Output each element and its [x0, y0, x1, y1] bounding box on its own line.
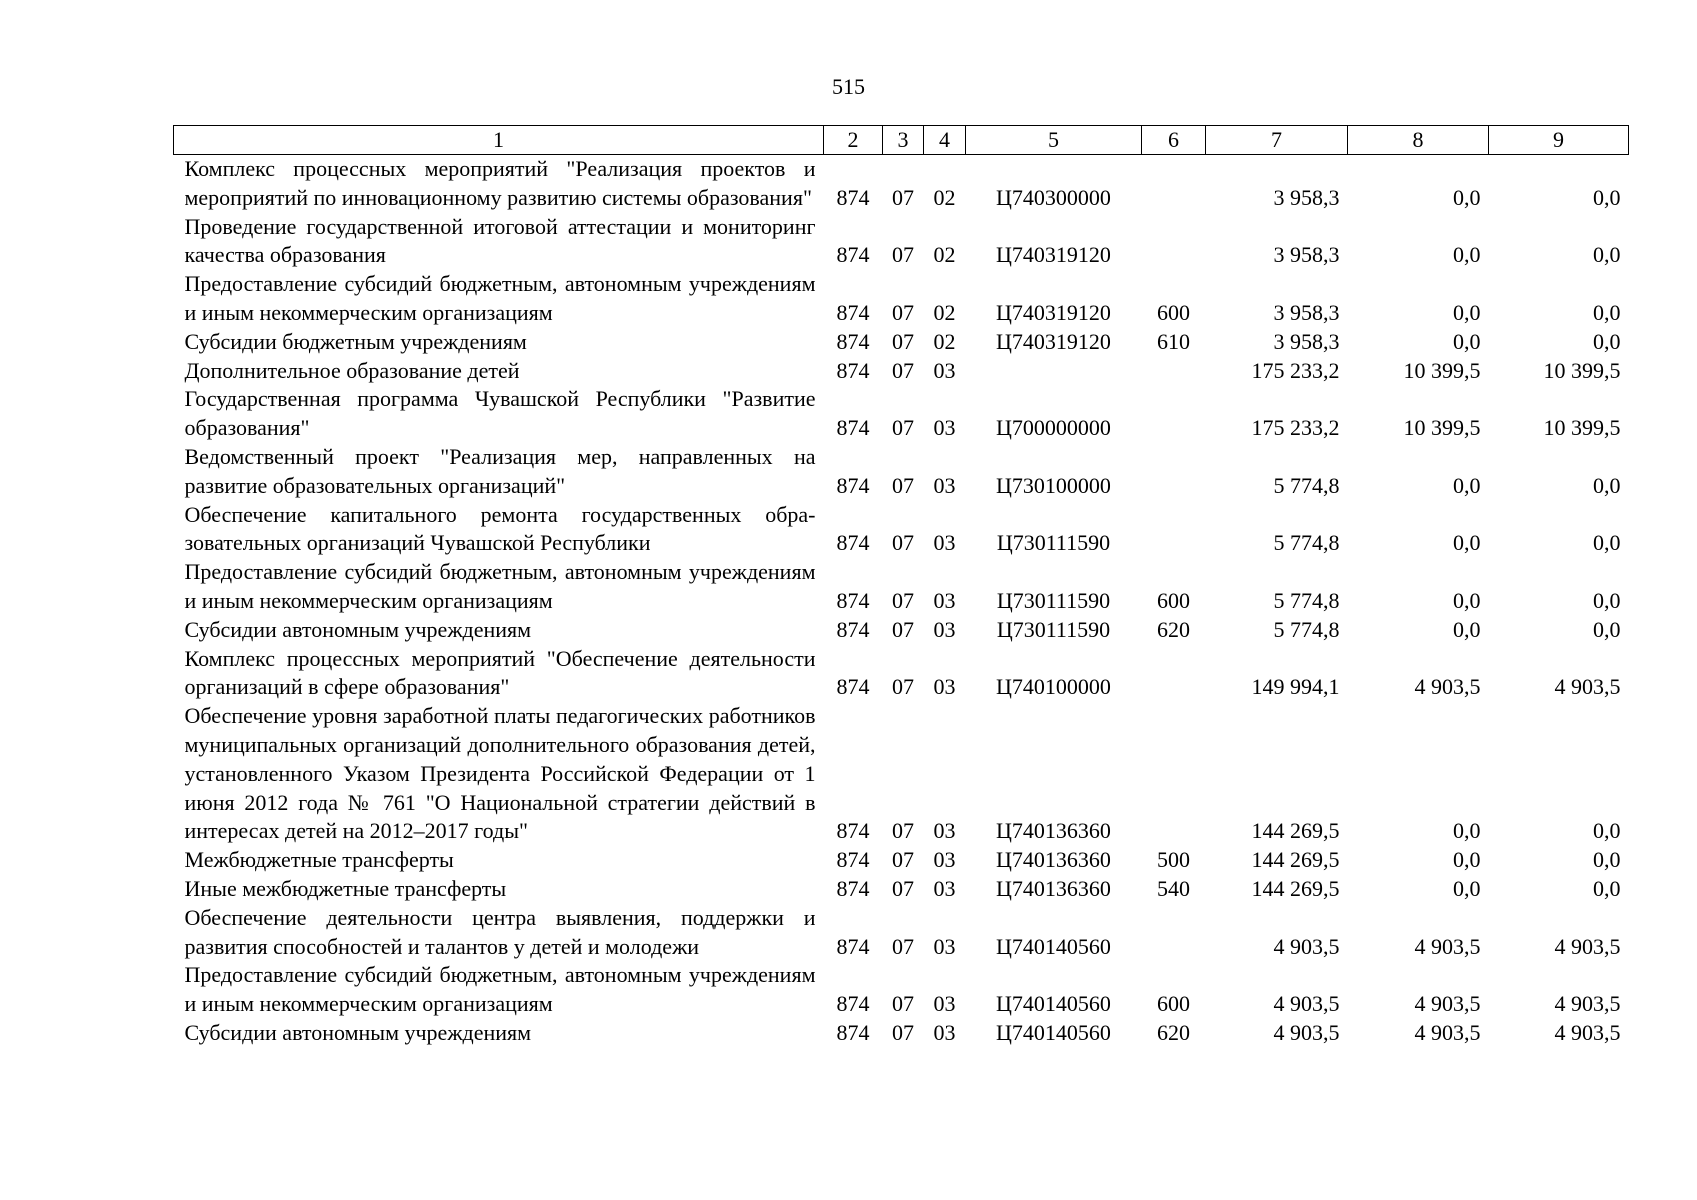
table-header — [174, 126, 1629, 155]
row-pr-code: 03 — [933, 616, 956, 642]
row-amount-8: 10 399,5 — [1403, 415, 1481, 441]
row-name: Ведомственный проект "Реализация мер, направленных на развитие образовательных организаций" — [184, 443, 816, 498]
row-rz-code: 07 — [892, 875, 914, 901]
row-amount-9: 0,0 — [1593, 616, 1621, 642]
row-amount-9: 10 399,5 — [1543, 357, 1621, 383]
row-csr-code: Ц740140560 — [996, 933, 1111, 959]
row-pr-code: 03 — [933, 587, 956, 613]
row-rz-code: 07 — [892, 184, 914, 210]
row-gr-code: 874 — [836, 616, 870, 642]
row-amount-9: 0,0 — [1593, 184, 1621, 210]
row-vr-code: 620 — [1157, 1019, 1190, 1045]
row-amount-7: 4 903,5 — [1273, 991, 1340, 1017]
row-amount-8: 0,0 — [1453, 299, 1481, 325]
row-amount-7: 3 958,3 — [1273, 242, 1340, 268]
row-amount-7: 4 903,5 — [1273, 933, 1340, 959]
row-vr-code — [1142, 501, 1206, 559]
row-pr-code: 03 — [933, 415, 956, 441]
row-rz-code: 07 — [892, 616, 914, 642]
row-amount-9: 0,0 — [1593, 818, 1621, 844]
row-csr-code: Ц740319120 — [996, 242, 1111, 268]
row-gr-code: 874 — [836, 328, 870, 354]
row-rz-code: 07 — [892, 472, 914, 498]
row-pr-code: 02 — [933, 299, 956, 325]
row-vr-code: 610 — [1157, 328, 1190, 354]
row-amount-9: 0,0 — [1593, 242, 1621, 268]
row-pr-code: 03 — [933, 674, 956, 700]
row-pr-code: 03 — [933, 818, 956, 844]
row-name: Межбюджетные трансферты — [184, 847, 454, 873]
row-vr-code — [1142, 645, 1206, 703]
row-gr-code: 874 — [836, 991, 870, 1017]
row-amount-8: 0,0 — [1453, 818, 1481, 844]
header-col-8: 8 — [1348, 126, 1489, 155]
row-pr-code: 03 — [933, 1019, 956, 1045]
header-col-6: 6 — [1142, 126, 1206, 155]
row-name: Предоставление субсидий бюджетным, автономным учреждениям и иным некоммерческим организациям — [184, 962, 816, 1017]
row-csr-code: Ц740300000 — [996, 184, 1111, 210]
row-name: Комплекс процессных мероприятий "Реализация проектов и мероприятий по инновационному развитию системы образования" — [184, 156, 816, 210]
row-gr-code: 874 — [836, 587, 870, 613]
row-rz-code: 07 — [892, 357, 914, 383]
row-name: Субсидии бюджетным учреждениям — [184, 328, 527, 354]
row-gr-code: 874 — [836, 847, 870, 873]
row-pr-code: 02 — [933, 184, 956, 210]
row-amount-9: 0,0 — [1593, 328, 1621, 354]
row-amount-9: 4 903,5 — [1554, 674, 1621, 700]
row-gr-code: 874 — [836, 472, 870, 498]
row-vr-code — [1142, 357, 1206, 386]
row-gr-code: 874 — [836, 818, 870, 844]
row-amount-8: 0,0 — [1453, 328, 1481, 354]
row-name: Субсидии автономным учреждениям — [184, 616, 532, 642]
row-csr-code: Ц740140560 — [996, 1019, 1111, 1045]
row-csr-code: Ц730111590 — [996, 587, 1111, 613]
row-amount-7: 3 958,3 — [1273, 328, 1340, 354]
header-col-3: 3 — [883, 126, 924, 155]
row-name: Комплекс процессных мероприятий "Обеспечение деятельности организаций в сфере образования" — [184, 645, 816, 700]
table-row — [174, 645, 1629, 703]
row-pr-code: 03 — [933, 472, 956, 498]
row-gr-code: 874 — [836, 415, 870, 441]
row-gr-code: 874 — [836, 530, 870, 556]
row-csr-code: Ц730111590 — [996, 616, 1111, 642]
table-row — [174, 385, 1629, 443]
table-row — [174, 904, 1629, 962]
page-number: 515 — [832, 74, 865, 99]
row-amount-7: 4 903,5 — [1273, 1019, 1340, 1045]
row-gr-code: 874 — [836, 242, 870, 268]
row-amount-7: 3 958,3 — [1273, 184, 1340, 210]
row-amount-8: 0,0 — [1453, 472, 1481, 498]
row-amount-7: 3 958,3 — [1273, 299, 1340, 325]
row-amount-7: 144 269,5 — [1251, 875, 1340, 901]
row-amount-9: 0,0 — [1593, 847, 1621, 873]
row-amount-8: 0,0 — [1453, 587, 1481, 613]
row-vr-code — [1142, 385, 1206, 443]
row-amount-8: 4 903,5 — [1414, 674, 1481, 700]
row-rz-code: 07 — [892, 1019, 914, 1045]
row-gr-code: 874 — [836, 933, 870, 959]
row-vr-code: 600 — [1157, 991, 1190, 1017]
row-amount-9: 4 903,5 — [1554, 933, 1621, 959]
row-gr-code: 874 — [836, 184, 870, 210]
row-csr-code: Ц740136360 — [996, 875, 1111, 901]
table-row — [174, 443, 1629, 501]
row-gr-code: 874 — [836, 875, 870, 901]
row-amount-8: 4 903,5 — [1414, 991, 1481, 1017]
row-csr-code: Ц740140560 — [996, 991, 1111, 1017]
row-vr-code — [1142, 443, 1206, 501]
table-row — [174, 875, 1629, 904]
row-amount-8: 0,0 — [1453, 875, 1481, 901]
header-col-1: 1 — [174, 126, 824, 155]
table-body — [174, 155, 1629, 1048]
row-amount-8: 0,0 — [1453, 184, 1481, 210]
row-name: Дополнительное образование детей — [184, 357, 520, 383]
table-row — [174, 702, 1629, 846]
row-rz-code: 07 — [892, 991, 914, 1017]
row-pr-code: 02 — [933, 242, 956, 268]
row-rz-code: 07 — [892, 933, 914, 959]
header-row — [174, 126, 1629, 155]
row-amount-8: 0,0 — [1453, 242, 1481, 268]
row-amount-8: 10 399,5 — [1403, 357, 1481, 383]
row-amount-8: 4 903,5 — [1414, 933, 1481, 959]
row-csr-code: Ц740319120 — [996, 299, 1111, 325]
row-csr-code: Ц700000000 — [996, 415, 1111, 441]
row-amount-9: 0,0 — [1593, 299, 1621, 325]
header-col-9: 9 — [1489, 126, 1629, 155]
row-rz-code: 07 — [892, 587, 914, 613]
row-vr-code: 600 — [1157, 299, 1190, 325]
row-pr-code: 03 — [933, 847, 956, 873]
row-rz-code: 07 — [892, 530, 914, 556]
row-csr-code: Ц740319120 — [996, 328, 1111, 354]
row-csr-code: Ц730111590 — [996, 530, 1111, 556]
row-rz-code: 07 — [892, 818, 914, 844]
row-rz-code: 07 — [892, 847, 914, 873]
row-amount-7: 149 994,1 — [1251, 674, 1340, 700]
row-amount-9: 10 399,5 — [1543, 415, 1621, 441]
row-amount-7: 5 774,8 — [1273, 587, 1340, 613]
row-pr-code: 03 — [933, 530, 956, 556]
row-csr-code — [966, 357, 1142, 386]
row-csr-code: Ц740136360 — [996, 847, 1111, 873]
row-pr-code: 03 — [933, 875, 956, 901]
row-csr-code: Ц730100000 — [996, 472, 1111, 498]
row-amount-7: 5 774,8 — [1273, 616, 1340, 642]
table-row — [174, 1019, 1629, 1048]
row-amount-7: 144 269,5 — [1251, 847, 1340, 873]
row-vr-code — [1142, 213, 1206, 271]
table-row — [174, 357, 1629, 386]
row-name: Предоставление субсидий бюджетным, автономным учреждениям и иным некоммерческим организациям — [184, 271, 816, 325]
row-vr-code: 600 — [1157, 587, 1190, 613]
row-pr-code: 02 — [933, 328, 956, 354]
row-name: Обеспечение капитального ремонта государственных образовательных организаций Чувашской Республики — [184, 501, 816, 556]
header-col-2: 2 — [824, 126, 883, 155]
row-rz-code: 07 — [892, 415, 914, 441]
row-amount-7: 175 233,2 — [1251, 415, 1340, 441]
row-name: Предоставление субсидий бюджетным, автономным учреждениям и иным некоммерческим организациям — [184, 559, 816, 613]
row-csr-code: Ц740100000 — [996, 674, 1111, 700]
row-amount-8: 0,0 — [1453, 847, 1481, 873]
table-row — [174, 961, 1629, 1019]
table-row — [174, 616, 1629, 645]
row-amount-9: 0,0 — [1593, 530, 1621, 556]
table-row — [174, 270, 1629, 328]
row-gr-code: 874 — [836, 357, 870, 383]
table-row — [174, 846, 1629, 875]
row-vr-code: 500 — [1157, 847, 1190, 873]
row-amount-7: 5 774,8 — [1273, 530, 1340, 556]
row-name: Обеспечение деятельности центра выявления, поддержки и развития способностей и талантов у детей и молодежи — [184, 904, 816, 959]
row-name: Иные межбюджетные трансферты — [184, 875, 507, 901]
row-rz-code: 07 — [892, 674, 914, 700]
row-amount-7: 5 774,8 — [1273, 472, 1340, 498]
table-row — [174, 501, 1629, 559]
row-amount-9: 0,0 — [1593, 587, 1621, 613]
row-gr-code: 874 — [836, 1019, 870, 1045]
row-rz-code: 07 — [892, 328, 914, 354]
row-pr-code: 03 — [933, 357, 956, 383]
row-gr-code: 874 — [836, 674, 870, 700]
row-pr-code: 03 — [933, 933, 956, 959]
header-col-4: 4 — [924, 126, 966, 155]
row-amount-8: 0,0 — [1453, 616, 1481, 642]
table-row — [174, 213, 1629, 271]
row-amount-9: 4 903,5 — [1554, 1019, 1621, 1045]
table-row — [174, 155, 1629, 213]
row-amount-9: 0,0 — [1593, 875, 1621, 901]
row-amount-9: 0,0 — [1593, 472, 1621, 498]
row-vr-code: 620 — [1157, 616, 1190, 642]
row-csr-code: Ц740136360 — [996, 818, 1111, 844]
row-amount-8: 4 903,5 — [1414, 1019, 1481, 1045]
row-name: Субсидии автономным учреждениям — [184, 1019, 532, 1045]
row-name: Проведение государственной итоговой аттестации и мониторинг качества образования — [184, 213, 816, 268]
row-amount-7: 144 269,5 — [1251, 818, 1340, 844]
row-amount-8: 0,0 — [1453, 530, 1481, 556]
row-pr-code: 03 — [933, 991, 956, 1017]
row-vr-code — [1142, 702, 1206, 846]
header-col-5: 5 — [966, 126, 1142, 155]
row-rz-code: 07 — [892, 242, 914, 268]
row-rz-code: 07 — [892, 299, 914, 325]
row-name: Обеспечение уровня заработной платы педагогических работников муниципальных организаций дополнительного образования детей, установленного Указом Президента Российской Федерации от 1 июня 2012 года № 761 "О Национальной стратегии действий в интересах детей на 2012–2017 годы" — [184, 703, 816, 844]
row-amount-7: 175 233,2 — [1251, 357, 1340, 383]
row-gr-code: 874 — [836, 299, 870, 325]
header-col-7: 7 — [1206, 126, 1348, 155]
row-name: Государственная программа Чувашской Республики "Развитие образования" — [184, 386, 816, 441]
row-vr-code — [1142, 155, 1206, 213]
row-vr-code — [1142, 904, 1206, 962]
row-vr-code: 540 — [1157, 875, 1190, 901]
budget-table — [173, 125, 1629, 1048]
row-amount-9: 4 903,5 — [1554, 991, 1621, 1017]
table-row — [174, 558, 1629, 616]
table-row — [174, 328, 1629, 357]
